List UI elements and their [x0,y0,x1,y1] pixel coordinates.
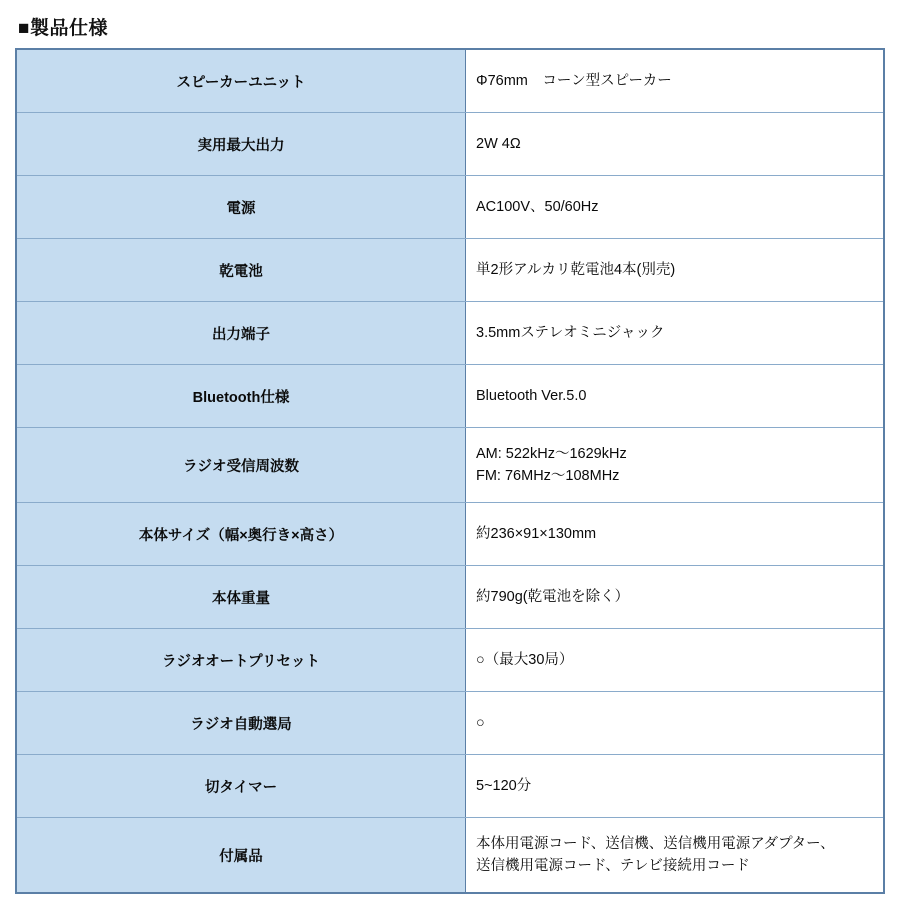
spec-value-line: 3.5mmステレオミニジャック [476,324,665,341]
spec-value-cell [466,428,885,503]
table-row [16,113,884,176]
spec-value-line: 2W 4Ω [476,135,521,152]
spec-value-line: 約236×91×130mm [476,525,597,542]
spec-value-line: FM: 76MHz〜108MHz [476,468,620,484]
table-row [16,176,884,239]
table-row [16,239,884,302]
spec-label-cell: 付属品 [16,818,466,894]
table-row [16,428,884,503]
spec-value-cell [466,566,885,629]
spec-value-line: AM: 522kHz〜1629kHz [476,445,627,462]
table-row [16,818,884,894]
spec-label-cell: ラジオ自動選局 [16,692,466,755]
spec-label-cell: ラジオオートプリセット [16,629,466,692]
table-row [16,302,884,365]
spec-value-line: ○（最大30局） [476,651,574,668]
table-row [16,566,884,629]
spec-value-cell [466,365,885,428]
product-spec-table [15,48,885,894]
spec-value-line: 約790g(乾電池を除く） [476,588,630,605]
spec-value-line: Φ76mm コーン型スピーカー [476,72,672,89]
spec-value-line: Bluetooth Ver.5.0 [476,387,587,404]
spec-label-cell: 本体サイズ（幅×奥行き×高さ） [16,503,466,566]
spec-value-cell [466,818,885,894]
spec-table-body [16,49,884,893]
spec-value-cell [466,239,885,302]
spec-label-cell: 切タイマー [16,755,466,818]
spec-value-line: 5~120分 [476,777,532,794]
table-row [16,692,884,755]
table-row [16,503,884,566]
table-row [16,365,884,428]
spec-label-cell: ラジオ受信周波数 [16,428,466,503]
table-row [16,629,884,692]
spec-value-line: 送信機用電源コード、テレビ接続用コード [476,858,750,874]
page-title: ■製品仕様 [18,18,108,39]
spec-label-cell: スピーカーユニット [16,49,466,113]
spec-value-cell [466,176,885,239]
spec-label-cell: 本体重量 [16,566,466,629]
table-row [16,49,884,113]
spec-label-cell: 乾電池 [16,239,466,302]
spec-value-cell [466,113,885,176]
spec-value-cell [466,692,885,755]
spec-value-cell [466,755,885,818]
spec-value-line: AC100V、50/60Hz [476,198,599,215]
spec-value-line: 単2形アルカリ乾電池4本(別売) [476,261,676,278]
spec-label-cell: 実用最大出力 [16,113,466,176]
spec-value-line: ○ [476,714,485,731]
spec-label-cell: 電源 [16,176,466,239]
table-row [16,755,884,818]
spec-value-cell [466,49,885,113]
spec-value-line: 本体用電源コード、送信機、送信機用電源アダプター、 [476,835,835,852]
spec-value-cell [466,503,885,566]
spec-value-cell [466,629,885,692]
spec-label-cell: Bluetooth仕様 [16,365,466,428]
spec-label-cell: 出力端子 [16,302,466,365]
spec-value-cell [466,302,885,365]
